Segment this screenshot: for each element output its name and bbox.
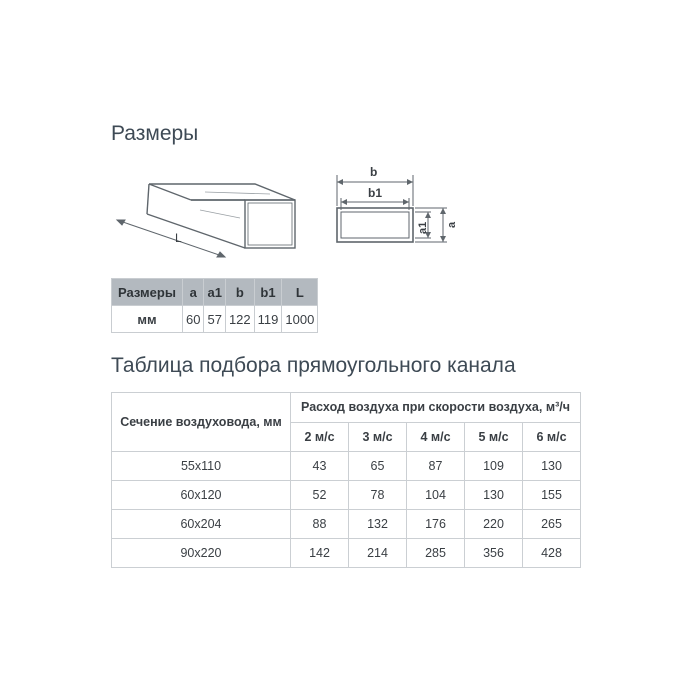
dim-header-b1: b1 (254, 279, 282, 306)
table-row (112, 481, 581, 510)
flow-cell: 132 (349, 510, 407, 539)
flow-cell: 130 (523, 452, 581, 481)
flow-cell: 142 (291, 539, 349, 568)
flow-cell: 214 (349, 539, 407, 568)
table-row (112, 510, 581, 539)
flow-cell: 87 (407, 452, 465, 481)
flow-cell: 130 (465, 481, 523, 510)
flow-cell: 52 (291, 481, 349, 510)
selection-header-row (112, 393, 581, 423)
dim-value-b: 122 (225, 306, 254, 333)
dim-header-label: Размеры (112, 279, 183, 306)
selection-title: Таблица подбора прямоугольного канала (111, 354, 516, 377)
speed-header: 3 м/с (349, 422, 407, 452)
dim-value-a: 60 (183, 306, 204, 333)
dim-header-a1: a1 (204, 279, 225, 306)
dim-unit: мм (112, 306, 183, 333)
flow-cell: 176 (407, 510, 465, 539)
flow-cell: 265 (523, 510, 581, 539)
flow-cell: 65 (349, 452, 407, 481)
speed-header: 4 м/с (407, 422, 465, 452)
selection-table (111, 392, 581, 568)
flow-cell: 109 (465, 452, 523, 481)
flow-cell: 285 (407, 539, 465, 568)
duct-section-drawing (325, 160, 465, 260)
dimensions-title: Размеры (111, 122, 199, 145)
flow-cell: 78 (349, 481, 407, 510)
table-row (112, 452, 581, 481)
section-cell: 60x204 (112, 510, 291, 539)
flow-cell: 155 (523, 481, 581, 510)
flow-cell: 356 (465, 539, 523, 568)
dim-header-l: L (282, 279, 318, 306)
flow-header: Расход воздуха при скорости воздуха, м³/ч (291, 393, 581, 423)
dimensions-value-row (112, 306, 318, 333)
section-cell: 55x110 (112, 452, 291, 481)
flow-cell: 428 (523, 539, 581, 568)
a-label: a (446, 221, 458, 228)
section-cell: 90x220 (112, 539, 291, 568)
dim-value-b1: 119 (254, 306, 282, 333)
section-cell: 60x120 (112, 481, 291, 510)
flow-cell: 43 (291, 452, 349, 481)
speed-header: 6 м/с (523, 422, 581, 452)
duct-isometric-drawing (105, 170, 305, 260)
speed-header: 5 м/с (465, 422, 523, 452)
flow-cell: 88 (291, 510, 349, 539)
dim-header-b: b (225, 279, 254, 306)
dim-header-a: a (183, 279, 204, 306)
a1-label: a1 (417, 221, 429, 234)
length-label: L (175, 231, 182, 245)
flow-cell: 220 (465, 510, 523, 539)
dim-value-l: 1000 (282, 306, 318, 333)
dimensions-header-row (112, 279, 318, 306)
b1-label: b1 (368, 186, 383, 200)
b-label: b (370, 165, 378, 179)
dimensions-table (111, 278, 318, 333)
table-row (112, 539, 581, 568)
section-header: Сечение воздуховода, мм (112, 393, 291, 452)
dim-value-a1: 57 (204, 306, 225, 333)
flow-cell: 104 (407, 481, 465, 510)
speed-header: 2 м/с (291, 422, 349, 452)
